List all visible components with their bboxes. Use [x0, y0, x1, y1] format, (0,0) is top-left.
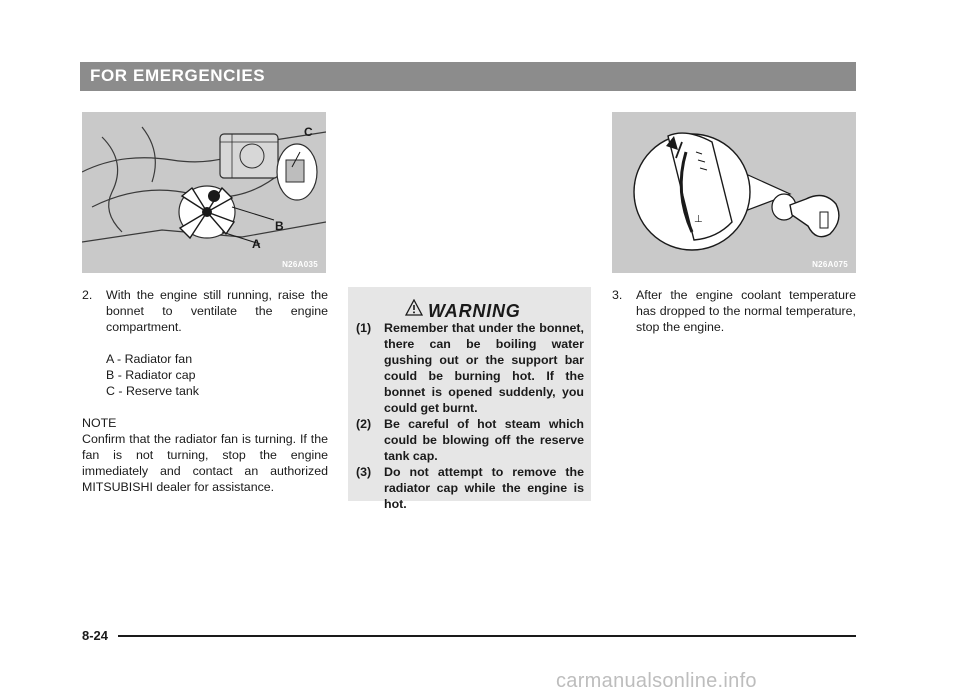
step-text: With the engine still running, raise the bonnet to ventilate the engine compartment.: [106, 288, 328, 334]
step-3: [612, 287, 856, 335]
note-title: NOTE: [82, 416, 117, 430]
warning-list: [356, 320, 584, 512]
watermark: carmanualsonline.info: [556, 670, 757, 692]
figure-code: N26A035: [282, 260, 318, 269]
legend-item: A - Radiator fan: [106, 352, 193, 366]
step-number: 3.: [612, 288, 623, 302]
warning-title: WARNING: [428, 301, 521, 321]
footer-rule: [118, 635, 856, 637]
warning-item: [356, 464, 584, 512]
warning-item: [356, 320, 584, 416]
warning-item-text: Be careful of hot steam which could be blowing off the reserve tank cap.: [384, 417, 584, 463]
warning-triangle-icon: [405, 299, 423, 316]
section-title: FOR EMERGENCIES: [90, 66, 266, 85]
warning-item-text: Remember that under the bonnet, there can be boiling water gushing out or the support bar could be burning hot. If the bonnet is opened suddenly, you could get burnt.: [384, 321, 584, 415]
warning-item-number: (1): [356, 321, 372, 335]
page-number: 8-24: [82, 628, 109, 643]
step-number: 2.: [82, 288, 93, 302]
callout-a: A: [252, 237, 261, 251]
warning-item-number: (3): [356, 465, 372, 479]
engine-bay-illustration: [82, 112, 326, 273]
warning-box: [348, 287, 591, 511]
figure-legend: [82, 351, 328, 399]
legend-item: C - Reserve tank: [106, 384, 199, 398]
step-2: [82, 287, 328, 335]
step-text: After the engine coolant temperature has dropped to the normal temperature, stop the engine.: [636, 288, 856, 334]
warning-header: [348, 299, 591, 321]
temperature-gauge-illustration: [612, 112, 856, 273]
legend-item: B - Radiator cap: [106, 368, 196, 382]
note-block: [82, 415, 328, 495]
step-3-column: [612, 287, 856, 335]
step-2-column: [82, 287, 328, 495]
engine-bay-figure: [82, 112, 326, 273]
note-text: Confirm that the radiator fan is turning. If the fan is not turning, stop the engine immediately and contact an authorized MITSUBISHI dealer for assistance.: [82, 432, 328, 494]
warning-item-text: Do not attempt to remove the radiator cap while the engine is hot.: [384, 465, 584, 511]
section-header: [80, 62, 856, 91]
warning-item: [356, 416, 584, 464]
warning-item-number: (2): [356, 417, 372, 431]
callout-c: C: [304, 125, 313, 139]
svg-text:⊥: ⊥: [694, 214, 703, 225]
figure-code: N26A075: [812, 260, 848, 269]
temperature-gauge-figure: [612, 112, 856, 273]
callout-b: B: [275, 219, 284, 233]
